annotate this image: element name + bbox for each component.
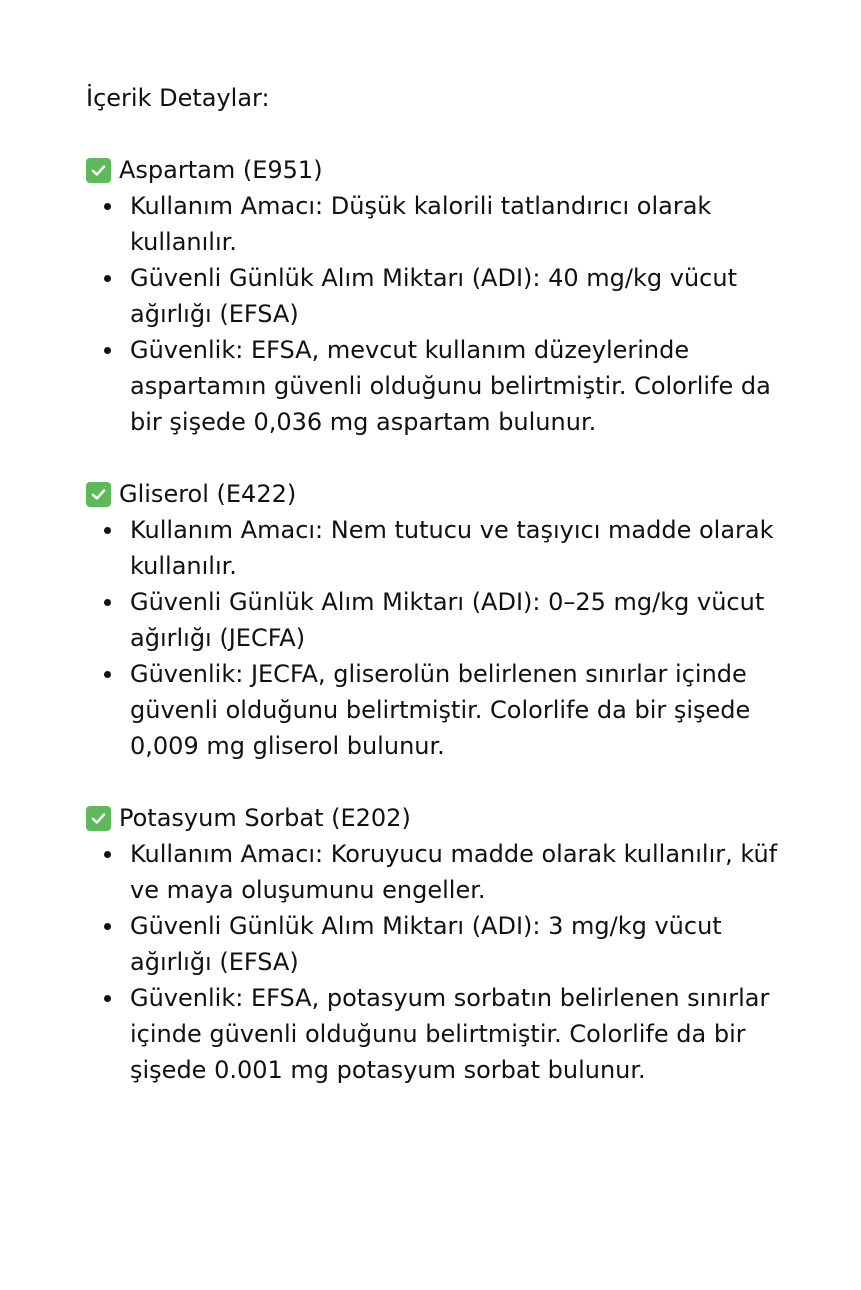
list-item: Güvenlik: EFSA, potasyum sorbatın belirlenen sınırlar içinde güvenli olduğunu belirtmiştir. Colorlife da bir şişede 0.001 mg potasyum sorbat bulunur. bbox=[86, 980, 796, 1088]
ingredient-section-potasyum-sorbat bbox=[86, 800, 796, 1088]
check-mark-icon bbox=[86, 482, 111, 507]
page-title: İçerik Detaylar: bbox=[86, 84, 270, 112]
list-item: Güvenlik: EFSA, mevcut kullanım düzeylerinde aspartamın güvenli olduğunu belirtmiştir. Colorlife da bir şişede 0,036 mg aspartam bulunur. bbox=[86, 332, 796, 440]
list-item: Kullanım Amacı: Nem tutucu ve taşıyıcı madde olarak kullanılır. bbox=[86, 512, 796, 584]
ingredient-detail-list bbox=[86, 512, 796, 764]
check-mark-icon bbox=[86, 158, 111, 183]
ingredient-detail-list bbox=[86, 836, 796, 1088]
section-heading bbox=[86, 800, 796, 836]
check-mark-icon bbox=[86, 806, 111, 831]
ingredient-section-gliserol bbox=[86, 476, 796, 764]
list-item: Kullanım Amacı: Düşük kalorili tatlandırıcı olarak kullanılır. bbox=[86, 188, 796, 260]
section-heading bbox=[86, 476, 796, 512]
title-spacing bbox=[86, 116, 796, 152]
ingredient-name: Potasyum Sorbat (E202) bbox=[119, 804, 411, 832]
ingredient-section-aspartam bbox=[86, 152, 796, 440]
list-item: Güvenli Günlük Alım Miktarı (ADI): 0–25 mg/kg vücut ağırlığı (JECFA) bbox=[86, 584, 796, 656]
section-heading bbox=[86, 152, 796, 188]
list-item: Kullanım Amacı: Koruyucu madde olarak kullanılır, küf ve maya oluşumunu engeller. bbox=[86, 836, 796, 908]
list-item: Güvenli Günlük Alım Miktarı (ADI): 3 mg/kg vücut ağırlığı (EFSA) bbox=[86, 908, 796, 980]
ingredient-name: Gliserol (E422) bbox=[119, 480, 297, 508]
list-item: Güvenli Günlük Alım Miktarı (ADI): 40 mg/kg vücut ağırlığı (EFSA) bbox=[86, 260, 796, 332]
list-item: Güvenlik: JECFA, gliserolün belirlenen sınırlar içinde güvenli olduğunu belirtmiştir. Colorlife da bir şişede 0,009 mg gliserol bulunur. bbox=[86, 656, 796, 764]
ingredient-name: Aspartam (E951) bbox=[119, 156, 323, 184]
ingredient-details-document bbox=[86, 80, 796, 1124]
ingredient-detail-list bbox=[86, 188, 796, 440]
